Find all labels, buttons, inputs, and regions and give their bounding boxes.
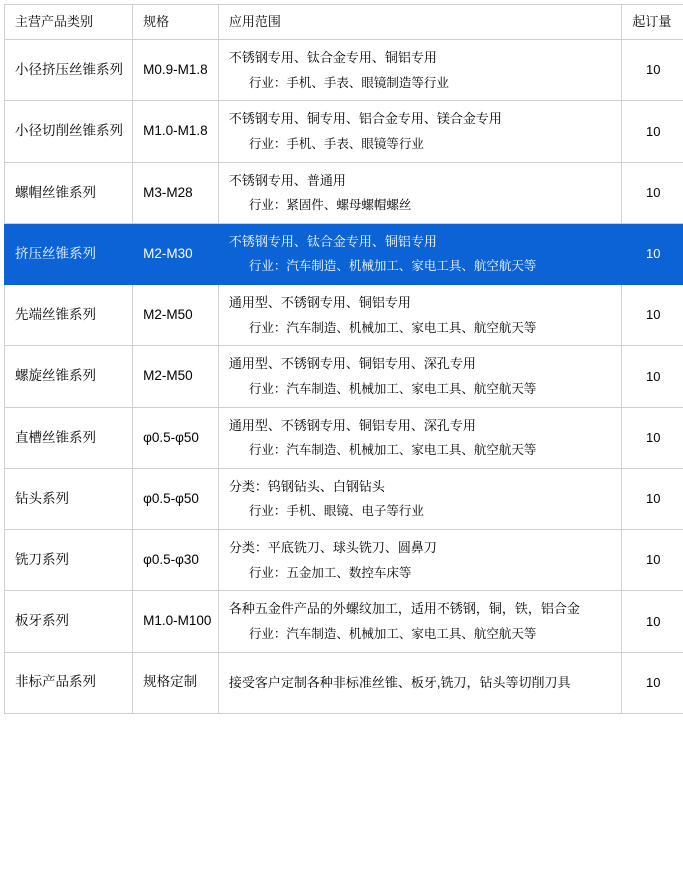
moq-value: 10 <box>622 236 683 272</box>
table-row[interactable] <box>5 223 683 284</box>
scope-content <box>219 224 622 284</box>
cell-scope <box>218 407 622 468</box>
scope-line-industry: 行业：手机、眼镜、电子等行业 <box>229 502 612 521</box>
cell-category <box>5 407 133 468</box>
moq-value: 10 <box>622 420 683 456</box>
cell-scope <box>218 285 622 346</box>
cell-category <box>5 346 133 407</box>
scope-line-primary: 分类：钨钢钻头、白钢钻头 <box>229 477 612 497</box>
scope-line-primary: 通用型、不锈钢专用、铜铝专用、深孔专用 <box>229 416 612 436</box>
scope-line-primary: 各种五金件产品的外螺纹加工，适用不锈钢，铜，铁，铝合金 <box>229 599 612 619</box>
header-label-spec: 规格 <box>133 6 218 38</box>
moq-value: 10 <box>622 665 683 701</box>
cell-spec <box>133 101 219 162</box>
cell-moq <box>622 468 683 529</box>
category-label: 直槽丝锥系列 <box>5 420 132 456</box>
cell-category <box>5 101 133 162</box>
spec-label: φ0.5-φ50 <box>133 481 218 517</box>
cell-moq <box>622 591 683 652</box>
cell-spec <box>133 468 219 529</box>
table-row[interactable] <box>5 468 683 529</box>
cell-moq <box>622 40 683 101</box>
scope-line-industry: 行业：汽车制造、机械加工、家电工具、航空航天等 <box>229 625 612 644</box>
scope-content <box>219 285 622 345</box>
scope-line-industry: 行业：汽车制造、机械加工、家电工具、航空航天等 <box>229 319 612 338</box>
cell-moq <box>622 407 683 468</box>
cell-scope <box>218 591 622 652</box>
category-label: 先端丝锥系列 <box>5 297 132 333</box>
category-label: 螺帽丝锥系列 <box>5 175 132 211</box>
category-label: 小径切削丝锥系列 <box>5 113 132 149</box>
cell-moq <box>622 101 683 162</box>
spec-label: M3-M28 <box>133 175 218 211</box>
header-cell-category <box>5 5 133 40</box>
header-label-moq: 起订量 <box>622 6 683 38</box>
moq-value: 10 <box>622 52 683 88</box>
cell-category <box>5 530 133 591</box>
scope-content <box>219 101 622 161</box>
scope-content <box>219 40 622 100</box>
cell-moq <box>622 223 683 284</box>
cell-spec <box>133 407 219 468</box>
scope-line-primary: 不锈钢专用、钛合金专用、铜铝专用 <box>229 48 612 68</box>
cell-spec <box>133 530 219 591</box>
moq-value: 10 <box>622 114 683 150</box>
cell-moq <box>622 530 683 591</box>
cell-category <box>5 652 133 713</box>
header-label-category: 主营产品类别 <box>5 6 132 38</box>
spec-label: φ0.5-φ50 <box>133 420 218 456</box>
cell-category <box>5 591 133 652</box>
scope-line-primary: 通用型、不锈钢专用、铜铝专用、深孔专用 <box>229 354 612 374</box>
spec-label: M2-M30 <box>133 236 218 272</box>
cell-scope <box>218 530 622 591</box>
category-label: 铣刀系列 <box>5 542 132 578</box>
spec-label: M0.9-M1.8 <box>133 52 218 88</box>
moq-value: 10 <box>622 604 683 640</box>
scope-content <box>219 163 622 223</box>
cell-scope <box>218 468 622 529</box>
cell-spec <box>133 285 219 346</box>
cell-spec <box>133 591 219 652</box>
category-label: 小径挤压丝锥系列 <box>5 52 132 88</box>
cell-scope <box>218 652 622 713</box>
scope-content <box>219 469 622 529</box>
header-cell-spec <box>133 5 219 40</box>
cell-spec <box>133 223 219 284</box>
table-row[interactable] <box>5 591 683 652</box>
table-row[interactable] <box>5 101 683 162</box>
cell-spec <box>133 162 219 223</box>
scope-line-industry: 行业：五金加工、数控车床等 <box>229 564 612 583</box>
category-label: 板牙系列 <box>5 603 132 639</box>
scope-content <box>219 530 622 590</box>
scope-line-primary: 接受客户定制各种非标准丝锥、板牙,铣刀，钻头等切削刀具 <box>229 673 612 693</box>
table-row[interactable] <box>5 162 683 223</box>
scope-content <box>219 665 622 701</box>
spec-label: M1.0-M100 <box>133 603 218 639</box>
header-cell-moq <box>622 5 683 40</box>
moq-value: 10 <box>622 297 683 333</box>
moq-value: 10 <box>622 175 683 211</box>
scope-line-primary: 不锈钢专用、铜专用、铝合金专用、镁合金专用 <box>229 109 612 129</box>
cell-category <box>5 223 133 284</box>
moq-value: 10 <box>622 481 683 517</box>
scope-line-primary: 通用型、不锈钢专用、铜铝专用 <box>229 293 612 313</box>
scope-line-industry: 行业：汽车制造、机械加工、家电工具、航空航天等 <box>229 441 612 460</box>
moq-value: 10 <box>622 542 683 578</box>
cell-moq <box>622 346 683 407</box>
scope-line-industry: 行业：汽车制造、机械加工、家电工具、航空航天等 <box>229 257 612 276</box>
spec-label: 规格定制 <box>133 664 218 700</box>
table-row[interactable] <box>5 346 683 407</box>
cell-scope <box>218 101 622 162</box>
cell-scope <box>218 223 622 284</box>
table-header-row <box>5 5 683 40</box>
cell-category <box>5 468 133 529</box>
scope-content <box>219 591 622 651</box>
spec-label: φ0.5-φ30 <box>133 542 218 578</box>
scope-line-primary: 不锈钢专用、钛合金专用、铜铝专用 <box>229 232 612 252</box>
table-row[interactable] <box>5 652 683 713</box>
scope-line-primary: 分类：平底铣刀、球头铣刀、圆鼻刀 <box>229 538 612 558</box>
cell-scope <box>218 162 622 223</box>
table-body <box>5 5 683 714</box>
cell-scope <box>218 346 622 407</box>
table-row[interactable] <box>5 285 683 346</box>
header-cell-scope <box>218 5 622 40</box>
spec-label: M1.0-M1.8 <box>133 113 218 149</box>
category-label: 挤压丝锥系列 <box>5 236 132 272</box>
product-table <box>4 4 683 714</box>
category-label: 钻头系列 <box>5 481 132 517</box>
cell-spec <box>133 652 219 713</box>
scope-line-industry: 行业：汽车制造、机械加工、家电工具、航空航天等 <box>229 380 612 399</box>
scope-content <box>219 408 622 468</box>
header-label-scope: 应用范围 <box>219 6 622 38</box>
moq-value: 10 <box>622 359 683 395</box>
table-row[interactable] <box>5 40 683 101</box>
spec-label: M2-M50 <box>133 358 218 394</box>
cell-category <box>5 285 133 346</box>
cell-spec <box>133 40 219 101</box>
table-row[interactable] <box>5 407 683 468</box>
scope-content <box>219 346 622 406</box>
scope-line-industry: 行业：手机、手表、眼镜制造等行业 <box>229 74 612 93</box>
table-row[interactable] <box>5 530 683 591</box>
category-label: 非标产品系列 <box>5 664 132 700</box>
cell-scope <box>218 40 622 101</box>
cell-moq <box>622 285 683 346</box>
spec-label: M2-M50 <box>133 297 218 333</box>
scope-line-primary: 不锈钢专用、普通用 <box>229 171 612 191</box>
cell-category <box>5 162 133 223</box>
cell-moq <box>622 652 683 713</box>
cell-spec <box>133 346 219 407</box>
cell-category <box>5 40 133 101</box>
scope-line-industry: 行业：手机、手表、眼镜等行业 <box>229 135 612 154</box>
cell-moq <box>622 162 683 223</box>
category-label: 螺旋丝锥系列 <box>5 358 132 394</box>
scope-line-industry: 行业：紧固件、螺母螺帽螺丝 <box>229 196 612 215</box>
